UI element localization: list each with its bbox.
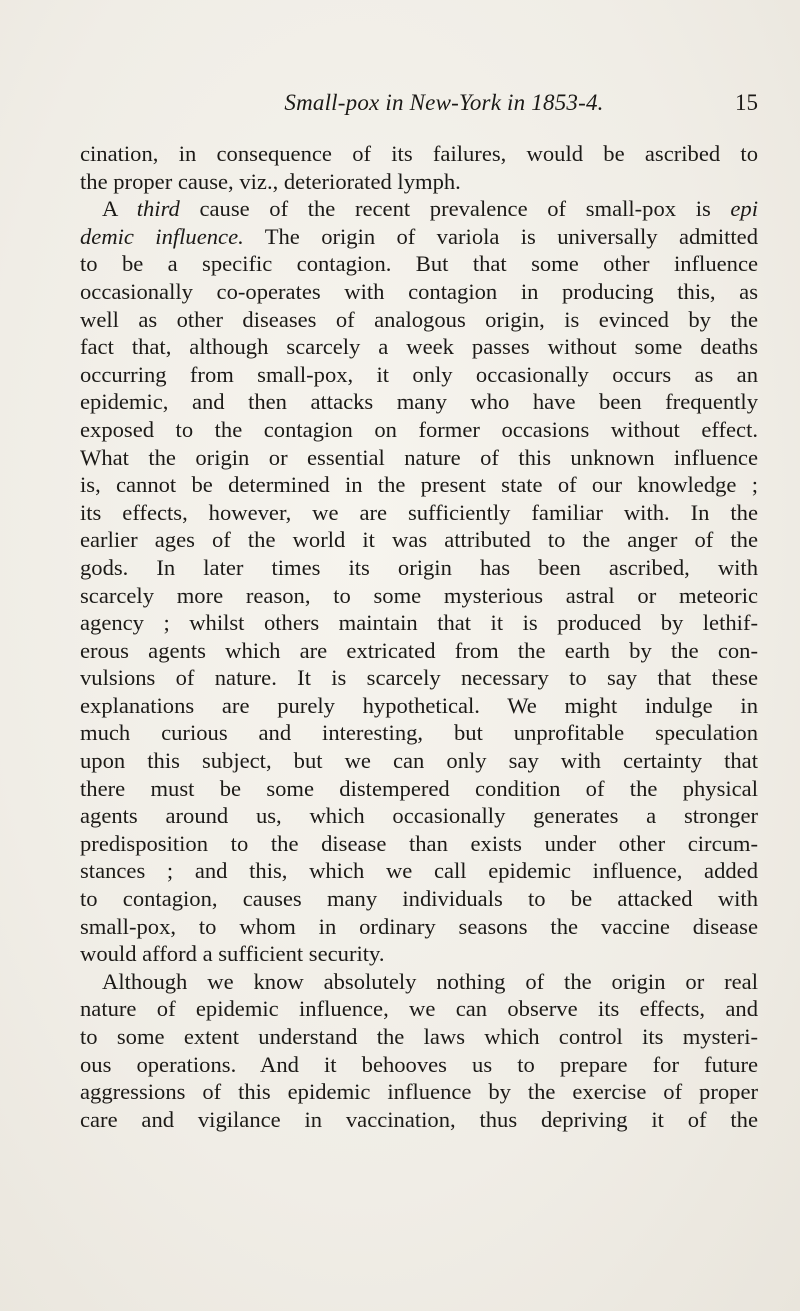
text-line: agents around us, which occasionally generates a stronger — [80, 803, 758, 829]
text-line: vulsions of nature. It is scarcely necessary to say that these — [80, 665, 758, 691]
text-line: upon this subject, but we can only say with certainty that — [80, 748, 758, 774]
text-line: predisposition to the disease than exists under other circum- — [80, 830, 758, 856]
text-line: demic influence. The origin of variola is universally admitted — [80, 223, 758, 249]
text-line: agency ; whilst others maintain that it is produced by lethif- — [80, 610, 758, 636]
text-line: to be a specific contagion. But that some other influence — [80, 251, 758, 277]
text-line: erous agents which are extricated from the earth by the con- — [80, 637, 758, 663]
text-line: care and vigilance in vaccination, thus depriving it of the — [80, 1106, 758, 1132]
running-title: Small-pox in New-York in 1853-4. — [284, 90, 604, 115]
text-line: earlier ages of the world it was attributed to the anger of the — [80, 527, 758, 553]
text-line: its effects, however, we are sufficiently familiar with. In the — [80, 499, 758, 525]
text-line: well as other diseases of analogous origin, is evinced by the — [80, 306, 758, 332]
text-line: aggressions of this epidemic influence by the exercise of proper — [80, 1079, 758, 1105]
emphasis: third — [136, 196, 180, 222]
text-line: fact that, although scarcely a week passes without some deaths — [80, 334, 758, 360]
page-number: 15 — [735, 90, 758, 115]
text-line: small-pox, to whom in ordinary seasons the vaccine disease — [80, 913, 758, 939]
body-text — [80, 140, 758, 1133]
text-line: exposed to the contagion on former occasions without effect. — [80, 416, 758, 442]
text-line: occasionally co-operates with contagion in producing this, as — [80, 278, 758, 304]
text-line: epidemic, and then attacks many who have been frequently — [80, 389, 758, 415]
text-line: nature of epidemic influence, we can observe its effects, and — [80, 996, 758, 1022]
text-line: gods. In later times its origin has been ascribed, with — [80, 554, 758, 580]
text-line: the proper cause, viz., deteriorated lymph. — [80, 168, 461, 194]
text-line: to some extent understand the laws which control its mysteri- — [80, 1024, 758, 1049]
text-line: explanations are purely hypothetical. We might indulge in — [80, 692, 758, 718]
text-line: stances ; and this, which we call epidemic influence, added — [80, 858, 758, 884]
text-line: ous operations. And it behooves us to prepare for future — [80, 1051, 758, 1077]
text-line: A third cause of the recent prevalence of small-pox is epi — [102, 196, 759, 222]
text-line: is, cannot be determined in the present state of our knowledge ; — [80, 472, 758, 498]
emphasis: epi — [730, 196, 759, 222]
text-line: would afford a sufficient security. — [80, 941, 385, 967]
text-line: occurring from small-pox, it only occasionally occurs as an — [80, 361, 758, 387]
text-line: much curious and interesting, but unprofitable speculation — [80, 720, 758, 746]
text-line: scarcely more reason, to some mysterious astral or meteoric — [80, 582, 758, 608]
text-line: to contagion, causes many individuals to be attacked with — [80, 886, 758, 912]
text-line: there must be some distempered condition of the physical — [80, 775, 758, 801]
text-line: Although we know absolutely nothing of the origin or real — [102, 968, 758, 994]
text-line: What the origin or essential nature of this unknown influence — [80, 444, 758, 470]
running-head — [0, 88, 800, 118]
emphasis: demic influence. — [80, 223, 244, 249]
text-line: cination, in consequence of its failures, would be ascribed to — [80, 141, 758, 166]
